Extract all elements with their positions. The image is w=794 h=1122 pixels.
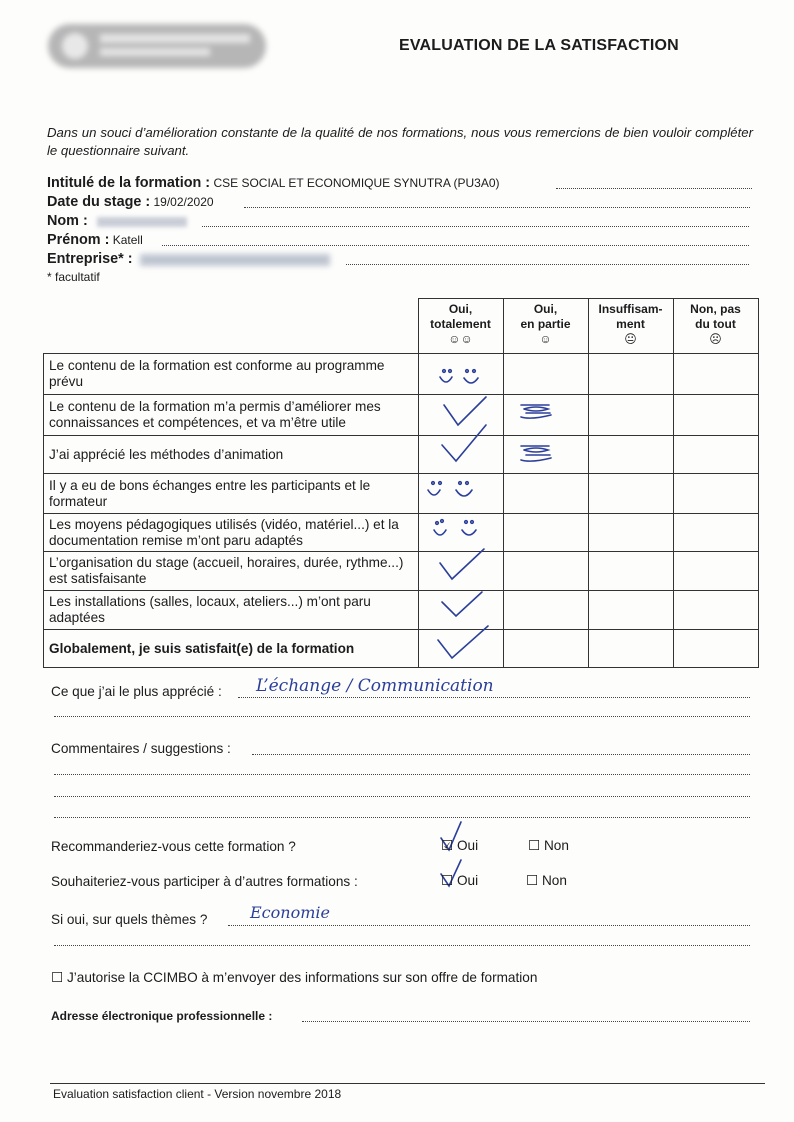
comments-field[interactable] (252, 754, 750, 755)
row-question: Globalement, je suis satisfait(e) de la formation (44, 630, 419, 668)
check-mark-icon (444, 397, 486, 425)
smile-icon: ☺ (539, 332, 552, 346)
recommend-non-checkbox[interactable]: ☐ Non (528, 838, 569, 853)
row-question: Les moyens pédagogiques utilisés (vidéo, matériel...) et la documentation remise m’ont paru adaptés (44, 514, 419, 552)
footer-divider (50, 1083, 765, 1084)
drawn-smiley-icon (434, 520, 476, 535)
check-mark-icon (442, 425, 486, 461)
email-label: Adresse électronique professionnelle : (51, 1009, 273, 1023)
other-non-checkbox[interactable]: ☐ Non (526, 873, 567, 888)
footer-text: Evaluation satisfaction client - Version novembre 2018 (53, 1087, 342, 1101)
frown-icon: ☹ (709, 332, 722, 346)
other-trainings-label: Souhaiteriez-vous participer à d’autres formations : (51, 874, 358, 889)
date-label: Date du stage : (47, 194, 151, 210)
optional-note: * facultatif (47, 270, 100, 284)
drawn-smiley-icon (428, 482, 472, 496)
check-mark-icon (440, 549, 484, 579)
best-aspect-answer[interactable]: L’échange / Communication (256, 676, 494, 696)
row-question: Le contenu de la formation est conforme au programme prévu (44, 354, 419, 395)
scribble-mark (521, 405, 551, 418)
check-mark-icon (442, 592, 482, 616)
column-header: Oui, totalement ☺☺ (418, 299, 503, 354)
row-question: L’organisation du stage (accueil, horaires, durée, rythme...) est satisfaisante (44, 552, 419, 591)
row-question: Il y a eu de bons échanges entre les participants et le formateur (44, 474, 419, 514)
row-question: Le contenu de la formation m’a permis d’améliorer mes connaissances et compétences, et va m’être utile (44, 395, 419, 436)
prenom-value: Katell (112, 233, 143, 247)
recommend-label: Recommanderiez-vous cette formation ? (51, 839, 296, 854)
column-header: Non, pas du tout ☹ (673, 299, 758, 354)
nom-label: Nom : (47, 213, 88, 229)
themes-label: Si oui, sur quels thèmes ? (51, 912, 208, 927)
authorize-checkbox[interactable]: ☐ J’autorise la CCIMBO à m’envoyer des informations sur son offre de formation (51, 970, 538, 985)
themes-answer[interactable]: Economie (250, 903, 330, 922)
page-title: EVALUATION DE LA SATISFACTION (399, 37, 679, 54)
entreprise-label: Entreprise* : (47, 251, 133, 267)
row-question: Les installations (salles, locaux, ateliers...) m’ont paru adaptées (44, 591, 419, 630)
row-question: J’ai apprécié les méthodes d’animation (44, 436, 419, 474)
email-field[interactable] (302, 1021, 750, 1022)
column-header: Oui, en partie ☺ (503, 299, 588, 354)
date-value: 19/02/2020 (153, 195, 214, 209)
formation-value: CSE SOCIAL ET ECONOMIQUE SYNUTRA (PU3A0) (213, 176, 500, 190)
drawn-smiley-icon (440, 370, 478, 383)
check-mark-icon (438, 626, 488, 658)
neutral-face-icon: 😐 (624, 332, 637, 346)
formation-label: Intitulé de la formation : (47, 175, 211, 191)
prenom-label: Prénom : (47, 232, 110, 248)
best-aspect-label: Ce que j’ai le plus apprécié : (51, 684, 222, 699)
authorize-label: J’autorise la CCIMBO à m’envoyer des informations sur son offre de formation (66, 970, 538, 985)
scribble-mark (521, 446, 551, 461)
intro-text: Dans un souci d’amélioration constante de la qualité de nos formations, nous vous remercions de bien vouloir compléter le questionnaire suivant. (47, 125, 753, 158)
comments-label: Commentaires / suggestions : (51, 741, 231, 756)
other-oui-checkbox[interactable]: ☐ Oui (441, 873, 479, 888)
recommend-oui-checkbox[interactable]: ☑ Oui (441, 838, 479, 853)
double-smile-icon: ☺☺ (448, 332, 473, 346)
column-header: Insuffisam- ment 😐 (588, 299, 673, 354)
